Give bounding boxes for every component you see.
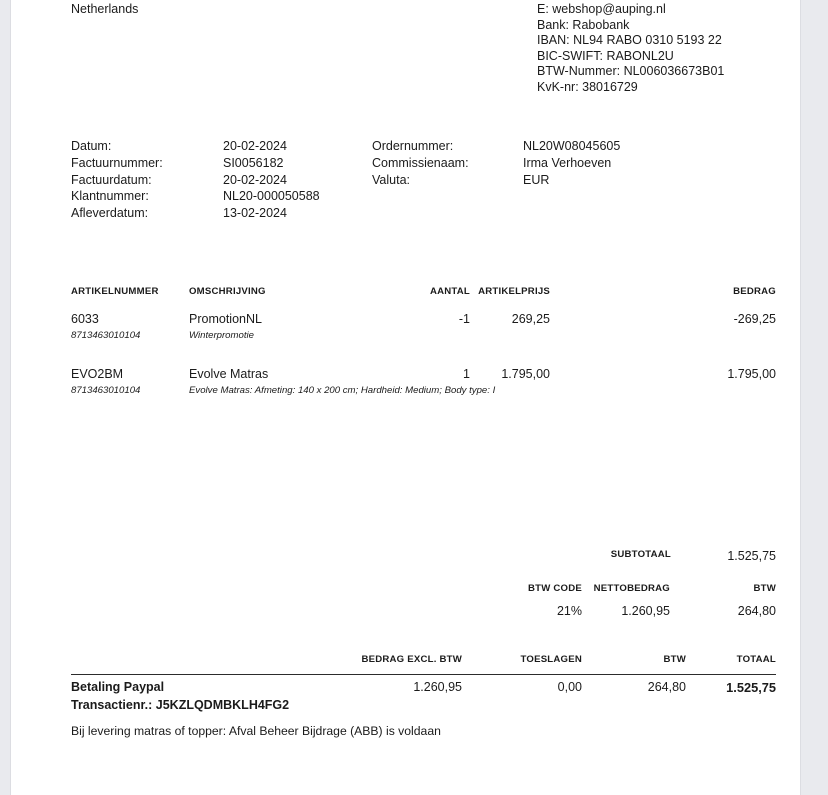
contact-iban: IBAN: NL94 RABO 0310 5193 22	[537, 33, 722, 48]
column-header-totaal: TOTAAL	[736, 654, 776, 665]
payment-excl-btw-value: 1.260,95	[413, 680, 462, 694]
meta-label-commissienaam: Commissienaam:	[372, 155, 469, 170]
meta-value-ordernummer: NL20W08045605	[523, 139, 621, 153]
meta-row	[71, 205, 776, 222]
meta-value-commissienaam: Irma Verhoeven	[523, 155, 612, 170]
invoice-page	[11, 0, 800, 795]
subtotal-row	[71, 549, 776, 569]
item-ean: 8713463010104	[71, 330, 141, 341]
meta-value-valuta: EUR	[523, 172, 550, 187]
meta-value-factuurnummer: SI0056182	[223, 155, 284, 170]
column-header-toeslagen: TOESLAGEN	[520, 654, 582, 665]
table-row	[71, 367, 776, 385]
vat-block	[71, 583, 776, 624]
vat-btw-value: 264,80	[737, 604, 776, 618]
item-detail: Winterpromotie	[189, 330, 254, 341]
contact-btw-nummer: BTW-Nummer: NL006036673B01	[537, 64, 725, 79]
item-bedrag: 1.795,00	[727, 367, 776, 381]
vat-header-row	[71, 583, 776, 604]
contact-email: E: webshop@auping.nl	[537, 2, 666, 16]
contact-kvk: KvK-nr: 38016729	[537, 79, 638, 94]
item-artikelnummer: EVO2BM	[71, 367, 124, 381]
payment-value-row	[71, 680, 776, 698]
table-row	[71, 312, 776, 330]
item-ean: 8713463010104	[71, 385, 141, 396]
item-omschrijving: Evolve Matras	[189, 367, 269, 381]
transaction-number: Transactienr.: J5KZLQDMBKLH4FG2	[71, 698, 290, 712]
vat-netto-value: 1.260,95	[621, 604, 670, 618]
invoice-meta-block	[71, 138, 776, 222]
subtotal-block	[71, 549, 776, 569]
column-header-btw-code: BTW CODE	[528, 583, 582, 594]
column-header-payment-btw: BTW	[663, 654, 686, 665]
sender-country: Netherlands	[71, 2, 139, 16]
subtotal-value: 1.525,75	[727, 549, 776, 563]
meta-label-klantnummer: Klantnummer:	[71, 189, 149, 204]
payment-totaal-value: 1.525,75	[726, 680, 776, 695]
subtotal-label: SUBTOTAAL	[610, 549, 671, 560]
contact-bic: BIC-SWIFT: RABONL2U	[537, 48, 674, 63]
item-omschrijving: PromotionNL	[189, 312, 262, 326]
column-header-bedrag-excl-btw: BEDRAG EXCL. BTW	[361, 654, 462, 665]
meta-row	[71, 138, 776, 155]
line-items-table	[71, 286, 776, 402]
item-aantal: 1	[463, 367, 470, 381]
vat-code-value: 21%	[556, 604, 582, 618]
meta-label-afleverdatum: Afleverdatum:	[71, 206, 149, 221]
item-artikelnummer: 6033	[71, 312, 99, 326]
payment-divider	[71, 674, 776, 675]
column-header-aantal: AANTAL	[429, 286, 470, 297]
item-detail: Evolve Matras: Afmeting: 140 x 200 cm; Hardheid: Medium; Body type: I	[189, 385, 496, 396]
column-header-btw: BTW	[753, 583, 776, 594]
meta-label-valuta: Valuta:	[372, 172, 410, 187]
meta-value-klantnummer: NL20-000050588	[223, 189, 320, 204]
line-items-header-row	[71, 286, 776, 302]
meta-value-afleverdatum: 13-02-2024	[223, 206, 287, 221]
column-header-bedrag: BEDRAG	[733, 286, 776, 297]
meta-value-factuurdatum: 20-02-2024	[223, 172, 287, 187]
column-header-artikelprijs: ARTIKELPRIJS	[478, 286, 550, 297]
bank-details-block	[537, 2, 724, 96]
transaction-row	[71, 698, 776, 716]
meta-label-datum: Datum:	[71, 139, 112, 153]
payment-toeslagen-value: 0,00	[557, 680, 582, 694]
column-header-omschrijving: OMSCHRIJVING	[189, 286, 266, 297]
meta-label-factuurnummer: Factuurnummer:	[71, 155, 163, 170]
meta-row	[71, 188, 776, 205]
meta-label-ordernummer: Ordernummer:	[372, 139, 454, 153]
table-row-detail	[71, 385, 776, 402]
table-row-detail	[71, 330, 776, 347]
item-artikelprijs: 1.795,00	[501, 367, 550, 381]
meta-row	[71, 155, 776, 172]
contact-bank: Bank: Rabobank	[537, 17, 630, 32]
payment-summary-block	[71, 654, 776, 716]
meta-row	[71, 172, 776, 189]
column-header-artikelnummer: ARTIKELNUMMER	[71, 286, 159, 297]
footer-note: Bij levering matras of topper: Afval Beheer Bijdrage (ABB) is voldaan	[71, 724, 441, 738]
payment-btw-value: 264,80	[647, 680, 686, 694]
payment-header-row	[71, 654, 776, 670]
payment-method-label: Betaling Paypal	[71, 680, 165, 694]
column-header-nettobedrag: NETTOBEDRAG	[593, 583, 670, 594]
item-artikelprijs: 269,25	[511, 312, 550, 326]
header-band	[60, 0, 776, 120]
item-aantal: -1	[458, 312, 470, 326]
item-bedrag: -269,25	[733, 312, 776, 326]
vat-value-row	[71, 604, 776, 624]
meta-value-datum: 20-02-2024	[223, 139, 287, 153]
meta-label-factuurdatum: Factuurdatum:	[71, 172, 152, 187]
